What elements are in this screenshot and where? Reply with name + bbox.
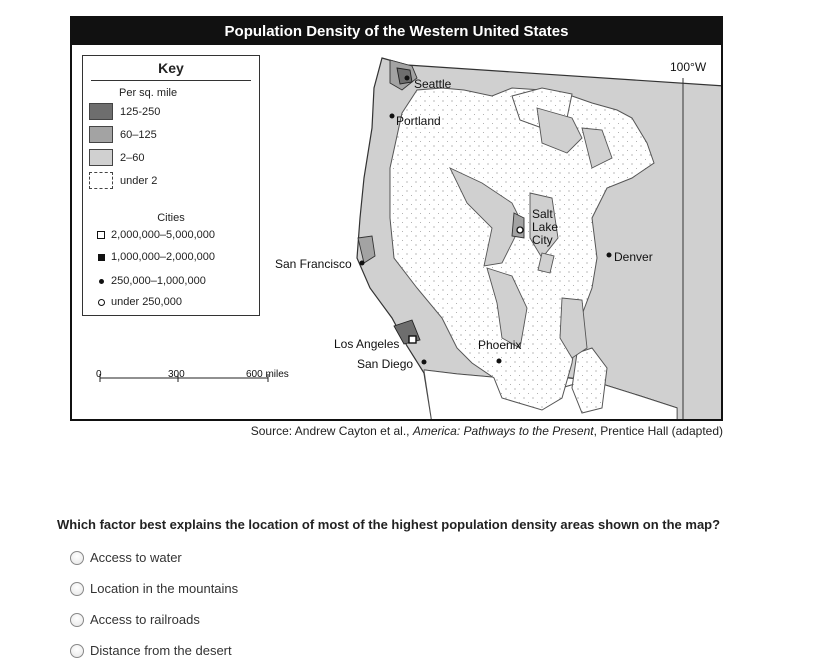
density-class-label: under 2	[120, 174, 158, 187]
meridian-label: 100°W	[670, 60, 707, 74]
filled-dot-icon	[99, 279, 104, 284]
city-label-seattle: Seattle	[414, 77, 452, 91]
city-class-row	[97, 251, 215, 263]
city-class-row	[97, 296, 182, 308]
answer-choice-label: Access to railroads	[90, 612, 200, 627]
salt-lake-density	[512, 213, 524, 238]
seattle-high-density	[397, 68, 412, 84]
density-class-row	[89, 103, 160, 120]
filled-square-icon	[98, 254, 105, 261]
swatch-125-250	[89, 103, 113, 120]
answer-choice[interactable]	[70, 550, 182, 565]
city-label-salt-lake-city: Salt Lake City	[532, 207, 559, 247]
answer-choice-label: Location in the mountains	[90, 581, 239, 596]
city-label-san-diego: San Diego	[357, 357, 414, 371]
city-label-san-francisco: San Francisco	[275, 257, 352, 271]
city-class-row	[97, 229, 215, 241]
answer-choice[interactable]	[70, 581, 238, 596]
phoenix-marker	[497, 359, 502, 364]
city-label-denver: Denver	[614, 250, 653, 264]
key-title: Key	[158, 60, 184, 76]
open-square-icon	[97, 231, 105, 239]
key-divider	[91, 80, 251, 81]
city-class-label: under 250,000	[111, 296, 182, 308]
density-class-label: 125-250	[120, 105, 161, 118]
density-class-label: 2–60	[120, 151, 145, 164]
scale-tick-600: 600 miles	[246, 369, 289, 380]
san-francisco-marker	[360, 261, 365, 266]
radio-button-icon[interactable]	[70, 644, 84, 658]
swatch-under-2	[89, 172, 113, 189]
city-label-los-angeles: Los Angeles	[334, 337, 400, 351]
density-heading: Per sq. mile	[119, 87, 178, 99]
map-key	[82, 55, 260, 316]
portland-marker	[390, 114, 395, 119]
answer-choice[interactable]	[70, 612, 200, 627]
city-label-portland: Portland	[396, 114, 441, 128]
density-class-row	[89, 126, 157, 143]
scale-tick-300: 300	[168, 369, 185, 380]
swatch-60-125	[89, 126, 113, 143]
city-class-label: 2,000,000–5,000,000	[111, 229, 215, 241]
answer-choice-label: Distance from the desert	[90, 643, 232, 658]
map-source: Source: Andrew Cayton et al., America: Pathways to the Present, Prentice Hall (adapted)	[250, 424, 723, 438]
los-angeles-marker	[409, 336, 416, 343]
swatch-2-60	[89, 149, 113, 166]
radio-button-icon[interactable]	[70, 551, 84, 565]
seattle-marker	[405, 76, 410, 81]
radio-button-icon[interactable]	[70, 613, 84, 627]
density-class-row	[89, 149, 144, 166]
city-class-label: 1,000,000–2,000,000	[111, 251, 215, 263]
city-class-label: 250,000–1,000,000	[111, 275, 206, 287]
map-title: Population Density of the Western United States	[72, 18, 721, 45]
density-class-label: 60–125	[120, 128, 157, 141]
open-dot-icon	[98, 299, 105, 306]
answer-choice[interactable]	[70, 643, 232, 658]
answer-choice-label: Access to water	[90, 550, 182, 565]
question-prompt: Which factor best explains the location of most of the highest population density areas shown on the map?	[57, 517, 721, 532]
radio-button-icon[interactable]	[70, 582, 84, 596]
density-class-row	[89, 172, 157, 189]
city-class-row	[97, 275, 206, 287]
denver-marker	[607, 253, 612, 258]
map-figure	[70, 16, 723, 421]
city-label-phoenix: Phoenix	[478, 338, 522, 352]
cities-heading: Cities	[157, 212, 185, 224]
scale-tick-0: 0	[96, 369, 102, 380]
san-diego-marker	[422, 360, 427, 365]
salt-lake-city-marker	[517, 227, 523, 233]
